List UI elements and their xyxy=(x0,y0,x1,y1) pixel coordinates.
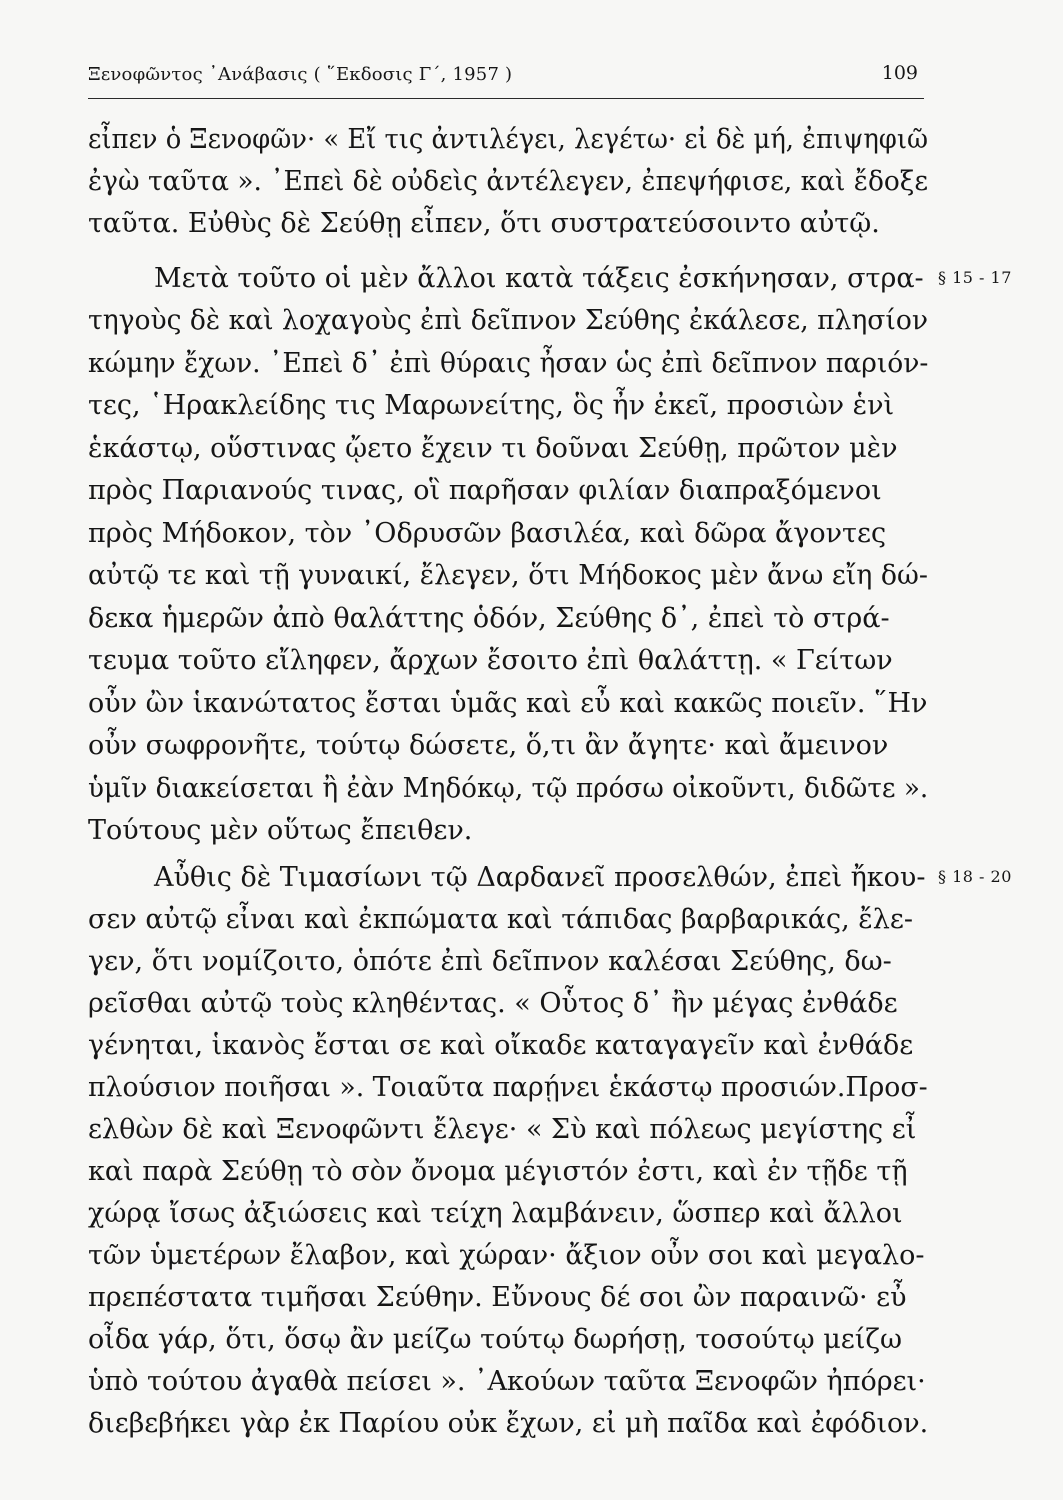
text-line: τες, ῾Ηρακλείδης τις Μαρωνείτης, ὃς ἦν ἐκεῖ, προσιὼν ἑνὶ xyxy=(88,390,895,421)
text-line: καὶ παρὰ Σεύθῃ τὸ σὸν ὄνομα μέγιστόν ἐστι, καὶ ἐν τῇδε τῇ xyxy=(88,1156,908,1187)
text-line: χώρᾳ ἴσως ἀξιώσεις καὶ τείχη λαμβάνειν, ὥσπερ καὶ ἄλλοι xyxy=(88,1198,903,1229)
text-line: οὖν ὢν ἱκανώτατος ἔσται ὑμᾶς καὶ εὖ καὶ κακῶς ποιεῖν. ῞Ην xyxy=(88,688,928,719)
section-marginal-note: § 15 - 17 xyxy=(938,268,1012,287)
text-line: ἑκάστῳ, οὕστινας ᾤετο ἔχειν τι δοῦναι Σεύθῃ, πρῶτον μὲν xyxy=(88,433,898,464)
text-line: πλούσιον ποιῆσαι ». Τοιαῦτα παρῄνει ἑκάστῳ προσιών.Προσ- xyxy=(88,1072,928,1103)
text-line: ελθὼν δὲ καὶ Ξενοφῶντι ἔλεγε· « Σὺ καὶ πόλεως μεγίστης εἶ xyxy=(88,1114,917,1145)
text-line: διεβεβήκει γὰρ ἐκ Παρίου οὐκ ἔχων, εἰ μὴ παῖδα καὶ ἐφόδιον. xyxy=(88,1408,929,1439)
text-line: τευμα τοῦτο εἴληφεν, ἄρχων ἔσοιτο ἐπὶ θαλάττῃ. « Γείτων xyxy=(88,645,893,676)
text-line: σεν αὐτῷ εἶναι καὶ ἐκπώματα καὶ τάπιδας βαρβαρικάς, ἔλε- xyxy=(88,904,914,935)
text-line: αὐτῷ τε καὶ τῇ γυναικί, ἔλεγεν, ὅτι Μήδοκος μὲν ἄνω εἴη δώ- xyxy=(88,560,928,591)
text-line: οἶδα γάρ, ὅτι, ὅσῳ ἂν μείζω τούτῳ δωρήσῃ, τοσούτῳ μείζω xyxy=(88,1324,902,1355)
text-line: ταῦτα. Εὐθὺς δὲ Σεύθῃ εἶπεν, ὅτι συστρατεύσοιντο αὐτῷ. xyxy=(88,208,880,239)
running-header xyxy=(88,58,924,99)
text-line: ὑμῖν διακείσεται ἢ ἐὰν Μηδόκῳ, τῷ πρόσω οἰκοῦντι, διδῶτε ». xyxy=(88,773,929,804)
text-line: γένηται, ἱκανὸς ἔσται σε καὶ οἴκαδε καταγαγεῖν καὶ ἐνθάδε xyxy=(88,1030,914,1061)
text-line: ἐγὼ ταῦτα ». ᾿Επεὶ δὲ οὐδεὶς ἀντέλεγεν, ἐπεψήφισε, καὶ ἔδοξε xyxy=(88,166,929,197)
text-line: γεν, ὅτι νομίζοιτο, ὁπότε ἐπὶ δεῖπνον καλέσαι Σεύθης, δω- xyxy=(88,946,892,977)
text-line: δεκα ἡμερῶν ἀπὸ θαλάττης ὁδόν, Σεύθης δ᾿, ἐπεὶ τὸ στρά- xyxy=(88,603,890,634)
paragraph-start-line: Μετὰ τοῦτο οἱ μὲν ἄλλοι κατὰ τάξεις ἐσκήνησαν, στρα- xyxy=(154,263,924,294)
section-marginal-note: § 18 - 20 xyxy=(938,867,1012,886)
text-line: πρὸς Μήδοκον, τὸν ᾿Οδρυσῶν βασιλέα, καὶ δῶρα ἄγοντες xyxy=(88,518,887,549)
running-title: Ξενοφῶντος ᾿Ανάβασις ( ῞Εκδοσις Γ΄, 1957 ) xyxy=(88,64,513,85)
text-line: τῶν ὑμετέρων ἔλαβον, καὶ χώραν· ἄξιον οὖν σοι καὶ μεγαλο- xyxy=(88,1240,925,1271)
text-line: Τούτους μὲν οὕτως ἔπειθεν. xyxy=(88,815,473,846)
text-line: ὑπὸ τούτου ἀγαθὰ πείσει ». ᾿Ακούων ταῦτα Ξενοφῶν ἠπόρει· xyxy=(88,1366,926,1397)
text-line: ρεῖσθαι αὐτῷ τοὺς κληθέντας. « Οὗτος δ᾿ ἢν μέγας ἐνθάδε xyxy=(88,988,898,1019)
text-line: εἶπεν ὁ Ξενοφῶν· « Εἴ τις ἀντιλέγει, λεγέτω· εἰ δὲ μή, ἐπιψηφιῶ xyxy=(88,124,929,155)
paragraph-start-line: Αὖθις δὲ Τιμασίωνι τῷ Δαρδανεῖ προσελθών, ἐπεὶ ἤκου- xyxy=(154,862,926,893)
text-line: πρὸς Παριανούς τινας, οἳ παρῆσαν φιλίαν διαπραξόμενοι xyxy=(88,475,882,506)
page-number: 109 xyxy=(881,62,918,84)
text-line: κώμην ἔχων. ᾿Επεὶ δ᾿ ἐπὶ θύραις ἦσαν ὡς ἐπὶ δεῖπνον παριόν- xyxy=(88,348,929,379)
text-line: οὖν σωφρονῆτε, τούτῳ δώσετε, ὅ,τι ἂν ἄγητε· καὶ ἄμεινον xyxy=(88,730,889,761)
text-line: πρεπέστατα τιμῆσαι Σεύθην. Εὔνους δέ σοι ὢν παραινῶ· εὖ xyxy=(88,1282,907,1313)
text-line: τηγοὺς δὲ καὶ λοχαγοὺς ἐπὶ δεῖπνον Σεύθης ἐκάλεσε, πλησίον xyxy=(88,305,928,336)
